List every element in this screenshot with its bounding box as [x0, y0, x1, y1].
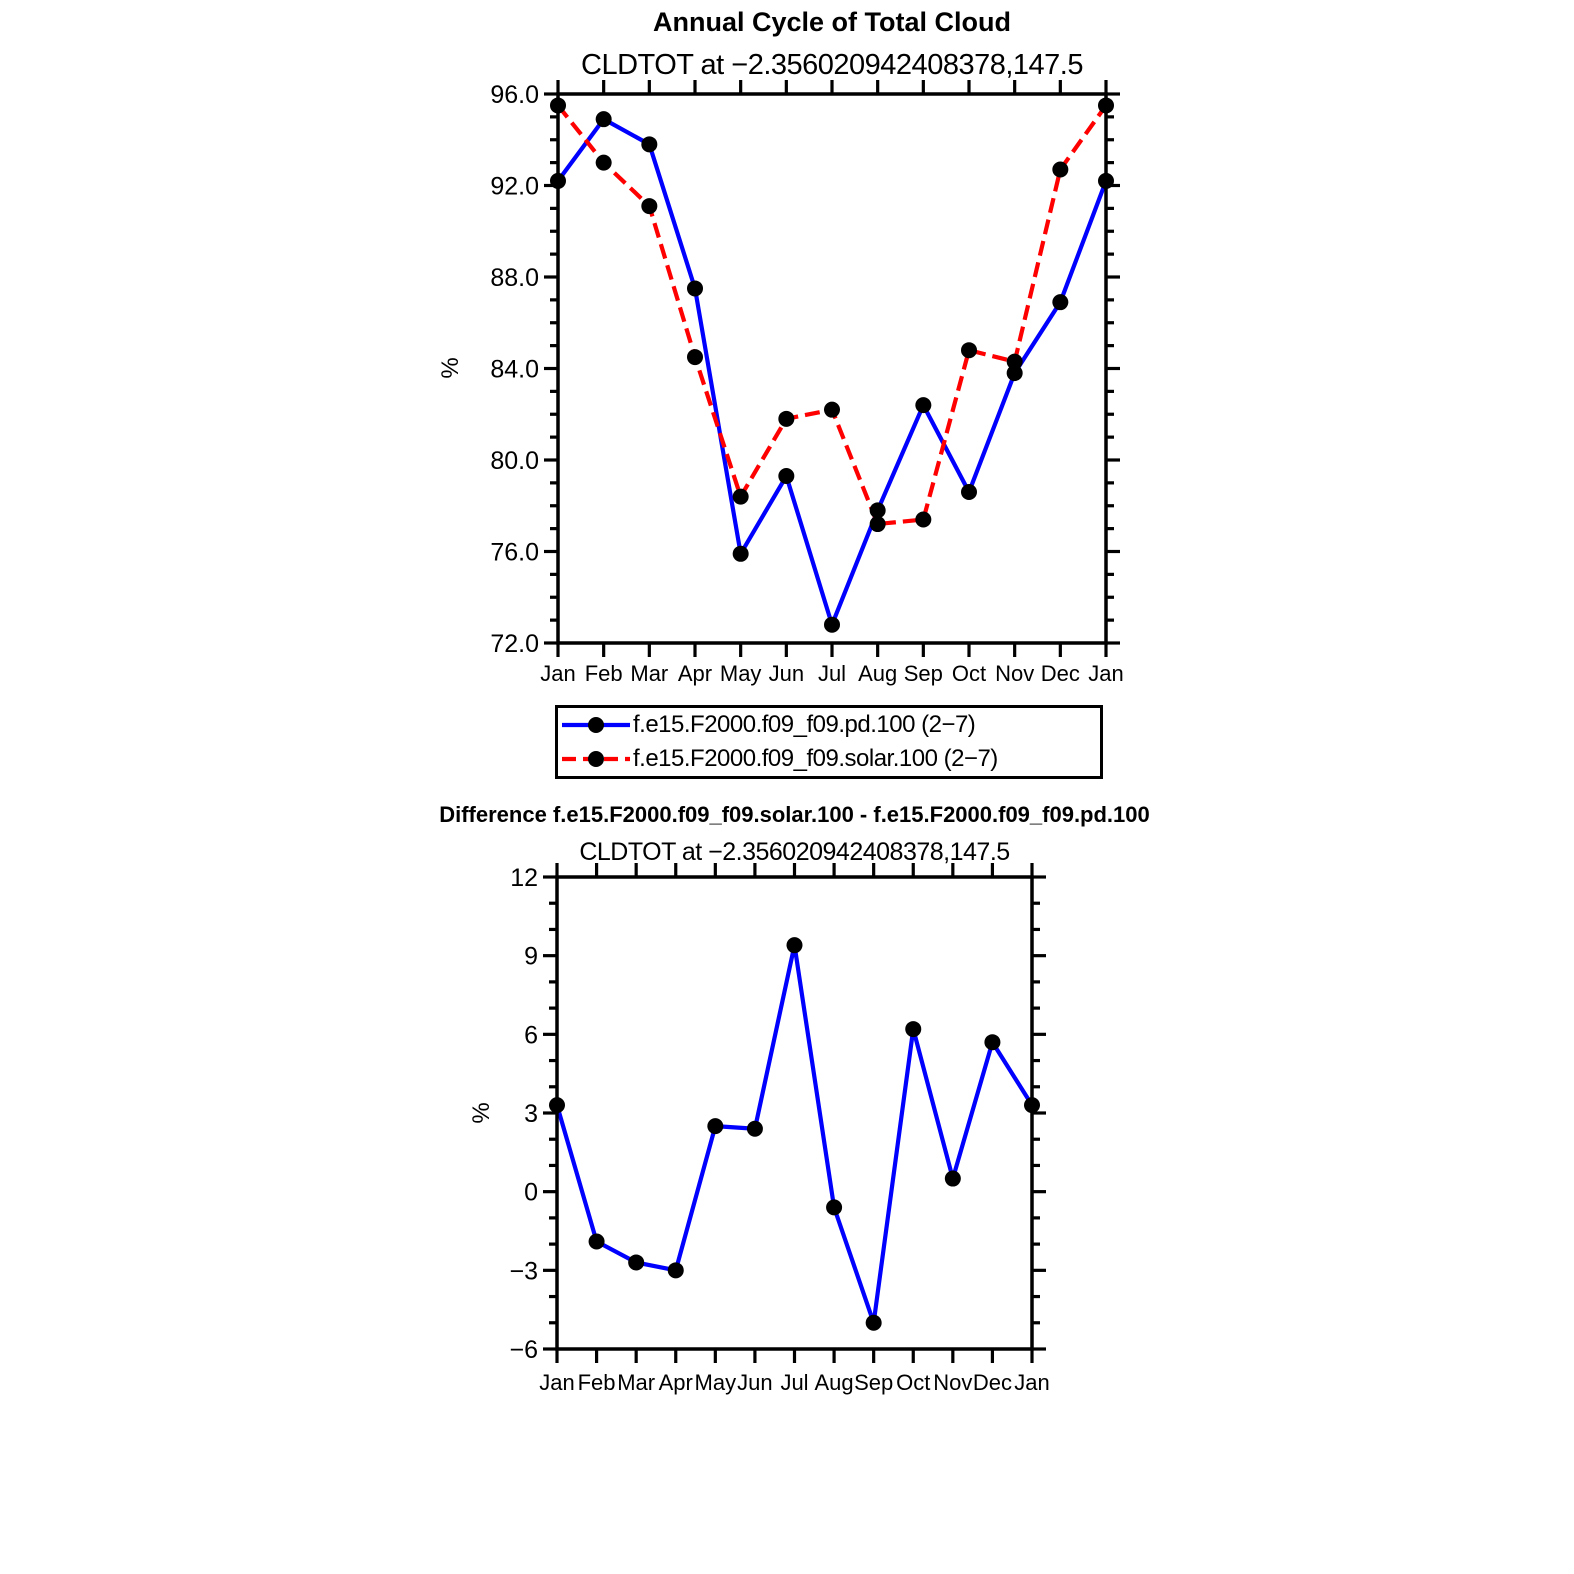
- x-tick-label: Jan: [1014, 1370, 1050, 1395]
- x-tick-label: Dec: [1040, 661, 1080, 686]
- x-tick-label: Nov: [933, 1370, 973, 1395]
- x-tick-label: Jan: [1088, 661, 1124, 686]
- y-ticks: [509, 864, 1046, 1364]
- y-tick-label: 84.0: [490, 355, 539, 384]
- y-tick-label: 80.0: [490, 447, 539, 475]
- y-axis-label: %: [437, 357, 464, 379]
- top-chart-subtitle: CLDTOT at −2.356020942408378,147.5: [581, 49, 1083, 81]
- series-line-0-1: [558, 105, 1106, 524]
- x-tick-label: Jun: [737, 1370, 773, 1395]
- y-ticks: [490, 81, 1120, 658]
- series-markers-0-1: [550, 97, 1114, 532]
- legend: [555, 705, 1103, 779]
- x-tick-label: Mar: [617, 1370, 656, 1395]
- y-tick-label: −3: [509, 1257, 538, 1286]
- x-tick-label: Oct: [951, 661, 987, 686]
- blue-solid-line-sample-icon: [558, 708, 633, 742]
- plot-border: [558, 94, 1106, 643]
- x-tick-label: Dec: [972, 1370, 1012, 1395]
- x-tick-label: Aug: [858, 661, 898, 686]
- x-tick-label: Jan: [539, 1370, 575, 1395]
- legend-label-solar: f.e15.F2000.f09_f09.solar.100 (2−7): [633, 745, 998, 772]
- x-tick-label: Jul: [817, 661, 847, 686]
- y-tick-label: 72.0: [490, 630, 539, 658]
- x-tick-label: Feb: [584, 661, 623, 686]
- y-tick-label: 6: [524, 1021, 538, 1050]
- x-tick-label: May: [719, 661, 762, 686]
- x-tick-label: Oct: [896, 1370, 931, 1395]
- y-tick-label: 9: [524, 942, 538, 971]
- x-tick-label: Sep: [854, 1370, 894, 1395]
- difference-chart-title: Difference f.e15.F2000.f09_f09.solar.100 - f.e15.F2000.f09_f09.pd.100: [439, 802, 1150, 827]
- x-ticks: [540, 80, 1123, 686]
- y-tick-label: 0: [524, 1178, 538, 1207]
- x-tick-label: Jan: [540, 661, 576, 686]
- y-tick-label: 88.0: [490, 264, 539, 292]
- series-line-1-0: [557, 945, 1032, 1323]
- x-tick-label: Sep: [903, 661, 943, 686]
- x-tick-label: Nov: [995, 661, 1035, 686]
- y-axis-label: %: [468, 1102, 495, 1124]
- x-tick-label: Mar: [630, 661, 669, 686]
- legend-item-pd: [558, 708, 1100, 742]
- difference-chart-subtitle: CLDTOT at −2.356020942408378,147.5: [579, 838, 1010, 866]
- x-tick-label: May: [694, 1370, 737, 1395]
- x-tick-label: Jul: [780, 1370, 809, 1395]
- x-tick-label: Jun: [768, 661, 805, 686]
- y-tick-label: 96.0: [490, 81, 539, 109]
- x-tick-label: Apr: [677, 661, 713, 686]
- y-tick-label: 92.0: [490, 172, 539, 201]
- legend-label-pd: f.e15.F2000.f09_f09.pd.100 (2−7): [633, 711, 976, 738]
- legend-item-solar: [558, 742, 1100, 776]
- y-tick-label: 3: [524, 1100, 538, 1128]
- y-tick-label: 12: [510, 864, 538, 892]
- y-tick-label: −6: [509, 1336, 538, 1364]
- x-tick-label: Apr: [658, 1370, 693, 1395]
- top-chart-title: Annual Cycle of Total Cloud: [652, 7, 1011, 37]
- difference-chart: [468, 863, 1050, 1395]
- x-tick-label: Feb: [577, 1370, 616, 1395]
- y-tick-label: 76.0: [490, 538, 539, 567]
- x-tick-label: Aug: [814, 1370, 854, 1395]
- red-dashed-line-sample-icon: [558, 742, 633, 776]
- top-chart: [437, 80, 1124, 686]
